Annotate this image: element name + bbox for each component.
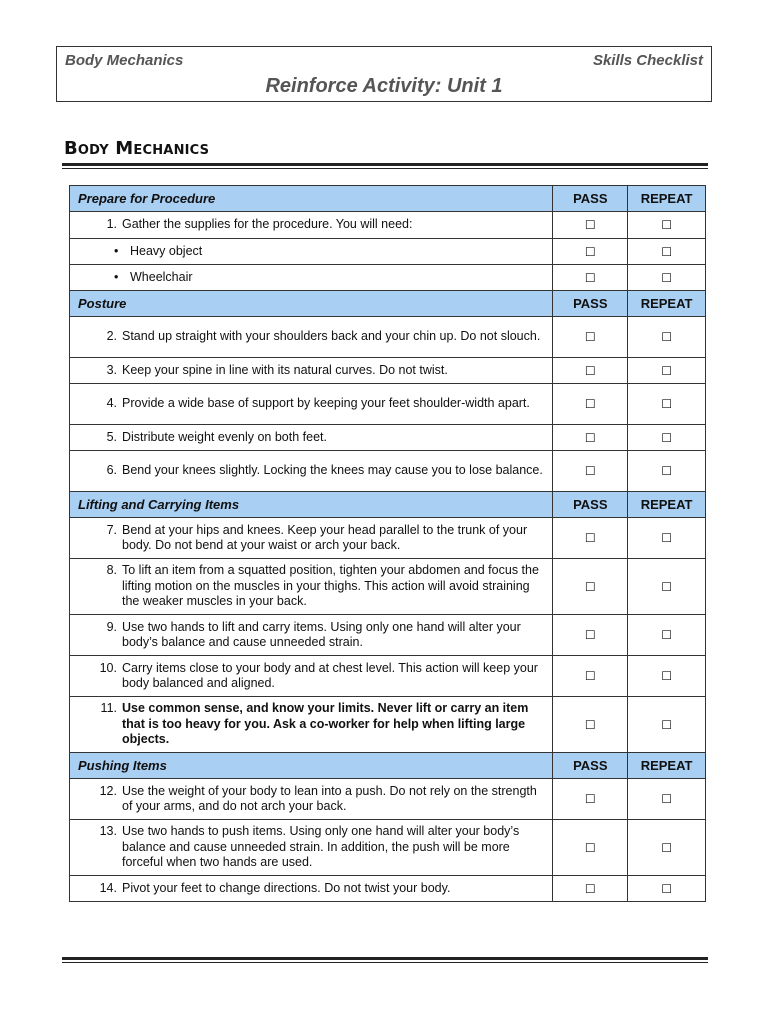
pass-checkbox[interactable]: ☐	[553, 265, 628, 291]
pass-column-header: PASS	[553, 291, 628, 317]
supply-item-text: Wheelchair	[130, 269, 193, 284]
step-number: 9.	[106, 619, 117, 634]
section-title: Body Mechanics	[64, 138, 210, 159]
repeat-checkbox[interactable]: ☐	[628, 820, 706, 876]
pass-checkbox[interactable]: ☐	[553, 384, 628, 425]
repeat-checkbox[interactable]: ☐	[628, 384, 706, 425]
skills-checklist-table	[69, 185, 706, 902]
section-header-row	[70, 492, 706, 518]
step-text: Bend at your hips and knees. Keep your head parallel to the trunk of your body. Do not bend at your waist or arch your back.	[122, 522, 528, 552]
repeat-checkbox[interactable]: ☐	[628, 317, 706, 358]
checklist-row	[70, 779, 706, 820]
step-text: Distribute weight evenly on both feet.	[122, 429, 327, 444]
header-doc-type: Skills Checklist	[592, 52, 703, 69]
repeat-checkbox[interactable]: ☐	[628, 697, 706, 753]
pass-checkbox[interactable]: ☐	[553, 820, 628, 876]
checklist-row	[70, 265, 706, 291]
header-topic: Body Mechanics	[65, 52, 184, 69]
repeat-column-header: REPEAT	[628, 186, 706, 212]
checklist-row	[70, 317, 706, 358]
step-number: 14.	[99, 880, 117, 895]
section-name: Pushing Items	[70, 753, 553, 779]
step-number: 10.	[99, 660, 117, 675]
repeat-checkbox[interactable]: ☐	[628, 656, 706, 697]
checklist-row	[70, 876, 706, 902]
checklist-row	[70, 451, 706, 492]
step-number: 5.	[106, 429, 117, 444]
pass-checkbox[interactable]: ☐	[553, 425, 628, 451]
repeat-checkbox[interactable]: ☐	[628, 559, 706, 615]
step-text: Use the weight of your body to lean into a push. Do not rely on the strength of your arms, and do not arch your back.	[122, 783, 537, 813]
checklist-row	[70, 425, 706, 451]
repeat-checkbox[interactable]: ☐	[628, 779, 706, 820]
pass-column-header: PASS	[553, 186, 628, 212]
step-number: 4.	[106, 396, 117, 411]
pass-checkbox[interactable]: ☐	[553, 559, 628, 615]
section-header-row	[70, 753, 706, 779]
repeat-checkbox[interactable]: ☐	[628, 425, 706, 451]
repeat-checkbox[interactable]: ☐	[628, 212, 706, 239]
checklist-row	[70, 820, 706, 876]
pass-checkbox[interactable]: ☐	[553, 358, 628, 384]
pass-checkbox[interactable]: ☐	[553, 876, 628, 902]
step-number: 2.	[106, 329, 117, 344]
pass-column-header: PASS	[553, 492, 628, 518]
supply-item-text: Heavy object	[130, 243, 203, 258]
pass-checkbox[interactable]: ☐	[553, 697, 628, 753]
step-number: 1.	[106, 217, 117, 232]
section-name: Posture	[70, 291, 553, 317]
section-name: Lifting and Carrying Items	[70, 492, 553, 518]
step-text: Gather the supplies for the procedure. You will need:	[122, 217, 413, 232]
step-number: 12.	[99, 783, 117, 798]
step-text: Bend your knees slightly. Locking the knees may cause you to lose balance.	[122, 463, 543, 478]
pass-checkbox[interactable]: ☐	[553, 451, 628, 492]
pass-checkbox[interactable]: ☐	[553, 239, 628, 265]
repeat-checkbox[interactable]: ☐	[628, 615, 706, 656]
checklist-row	[70, 656, 706, 697]
section-header-row	[70, 186, 706, 212]
step-text: Pivot your feet to change directions. Do not twist your body.	[122, 880, 451, 895]
pass-checkbox[interactable]: ☐	[553, 518, 628, 559]
repeat-checkbox[interactable]: ☐	[628, 239, 706, 265]
pass-checkbox[interactable]: ☐	[553, 212, 628, 239]
checklist-row	[70, 384, 706, 425]
page-header	[56, 46, 712, 102]
top-divider	[62, 163, 708, 169]
step-text: Use common sense, and know your limits. Never lift or carry an item that is too heavy for you. Ask a co-worker for help when lifting large objects.	[122, 701, 529, 747]
step-text: Stand up straight with your shoulders back and your chin up. Do not slouch.	[122, 329, 541, 344]
section-name: Prepare for Procedure	[70, 186, 553, 212]
bullet-icon: •	[114, 269, 119, 284]
checklist-row	[70, 559, 706, 615]
bullet-icon: •	[114, 243, 119, 258]
header-title: Reinforce Activity: Unit 1	[265, 75, 503, 97]
checklist-row	[70, 239, 706, 265]
step-text: To lift an item from a squatted position, tighten your abdomen and focus the lifting motion on the muscles in your thighs. This action will avoid straining the weaker muscles in your back.	[122, 563, 539, 609]
bottom-divider	[62, 957, 708, 963]
repeat-checkbox[interactable]: ☐	[628, 451, 706, 492]
step-text: Provide a wide base of support by keeping your feet shoulder-width apart.	[122, 396, 530, 411]
repeat-column-header: REPEAT	[628, 753, 706, 779]
pass-checkbox[interactable]: ☐	[553, 656, 628, 697]
repeat-checkbox[interactable]: ☐	[628, 518, 706, 559]
checklist-row	[70, 212, 706, 239]
section-header-row	[70, 291, 706, 317]
checklist-row	[70, 615, 706, 656]
checklist-row	[70, 358, 706, 384]
step-text: Use two hands to lift and carry items. Using only one hand will alter your body’s balance and cause unneeded strain.	[122, 619, 521, 649]
step-number: 8.	[106, 563, 117, 578]
step-number: 3.	[106, 362, 117, 377]
pass-column-header: PASS	[553, 753, 628, 779]
pass-checkbox[interactable]: ☐	[553, 615, 628, 656]
pass-checkbox[interactable]: ☐	[553, 317, 628, 358]
repeat-column-header: REPEAT	[628, 291, 706, 317]
step-number: 7.	[106, 522, 117, 537]
repeat-column-header: REPEAT	[628, 492, 706, 518]
repeat-checkbox[interactable]: ☐	[628, 358, 706, 384]
step-text: Use two hands to push items. Using only one hand will alter your body’s balance and cause unneeded strain. In addition, the push will be more forceful when two hands are used.	[122, 824, 520, 870]
pass-checkbox[interactable]: ☐	[553, 779, 628, 820]
step-text: Keep your spine in line with its natural curves. Do not twist.	[122, 362, 448, 377]
step-number: 11.	[100, 701, 117, 716]
step-number: 13.	[99, 824, 117, 839]
step-text: Carry items close to your body and at chest level. This action will keep your body balanced and aligned.	[122, 660, 538, 690]
repeat-checkbox[interactable]: ☐	[628, 876, 706, 902]
checklist-row	[70, 518, 706, 559]
checklist-row	[70, 697, 706, 753]
step-number: 6.	[106, 463, 117, 478]
repeat-checkbox[interactable]: ☐	[628, 265, 706, 291]
